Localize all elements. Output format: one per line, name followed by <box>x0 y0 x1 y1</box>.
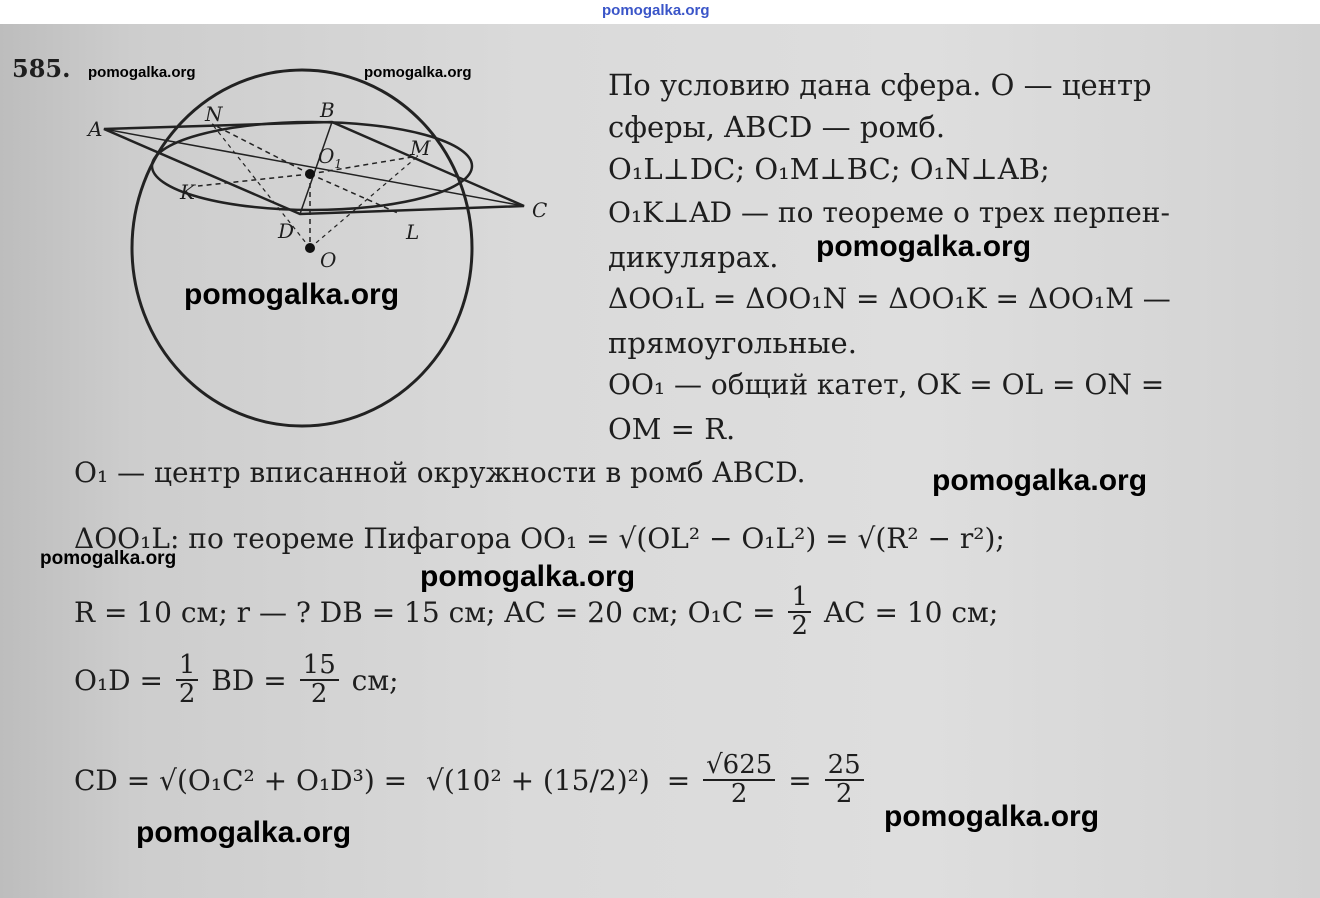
text-line-7: прямоугольные. <box>608 326 857 360</box>
text-line-1: По условию дана сфера. O — центр <box>608 68 1152 102</box>
text-line-11: ΔOO₁L: по теореме Пифагора OO₁ = √(OL² − O₁L²) = √(R² − r²); <box>74 522 1005 555</box>
textbook-page <box>0 24 1320 898</box>
text-line-10: O₁ — центр вписанной окружности в ромб ABCD. <box>74 456 806 489</box>
watermark: pomogalka.org <box>420 560 636 593</box>
center-o1-dot <box>305 169 315 179</box>
watermark: pomogalka.org <box>40 548 177 569</box>
label-B: B <box>320 98 335 122</box>
center-o-dot <box>305 243 315 253</box>
text-line-14: CD = √(O₁C² + O₁D³) = √(10² + (15/2)²) = $\frac{√625}{2}$ = $\frac{25}{2}$ <box>74 752 868 809</box>
text-line-4: O₁K⊥AD — по теореме о трех перпен- <box>608 196 1170 229</box>
watermark: pomogalka.org <box>364 64 472 81</box>
label-C: C <box>532 198 548 222</box>
label-N: N <box>205 102 223 126</box>
watermark: pomogalka.org <box>884 800 1100 833</box>
text-line-3: O₁L⊥DC; O₁M⊥BC; O₁N⊥AB; <box>608 152 1050 186</box>
watermark: pomogalka.org <box>932 464 1148 497</box>
top-watermark: pomogalka.org <box>602 2 710 19</box>
text-line-8: OO₁ — общий катет, OK = OL = ON = <box>608 368 1165 401</box>
text-line-12: R = 10 см; r — ? DB = 15 см; AC = 20 см; O₁C = $\frac{1}{2}$ AC = 10 см; <box>74 582 999 642</box>
watermark: pomogalka.org <box>136 816 352 849</box>
problem-number: 585. <box>12 54 71 83</box>
label-M: M <box>410 136 431 160</box>
text-line-9: OM = R. <box>608 412 736 446</box>
text-line-6: ΔOO₁L = ΔOO₁N = ΔOO₁K = ΔOO₁M — <box>608 282 1171 315</box>
label-O1: $O_1$ <box>318 144 343 171</box>
label-A: A <box>88 117 103 141</box>
text-line-2: сферы, ABCD — ромб. <box>608 110 946 144</box>
label-K: K <box>180 180 195 204</box>
label-L: L <box>406 220 420 244</box>
watermark: pomogalka.org <box>184 278 400 311</box>
label-D: D <box>278 219 295 243</box>
watermark: pomogalka.org <box>88 64 196 81</box>
watermark: pomogalka.org <box>816 230 1032 263</box>
label-O: O <box>320 248 337 272</box>
text-line-13: O₁D = $\frac{1}{2}$ BD = $\frac{15}{2}$ см; <box>74 650 399 710</box>
text-line-5: дикулярах. <box>608 240 779 274</box>
